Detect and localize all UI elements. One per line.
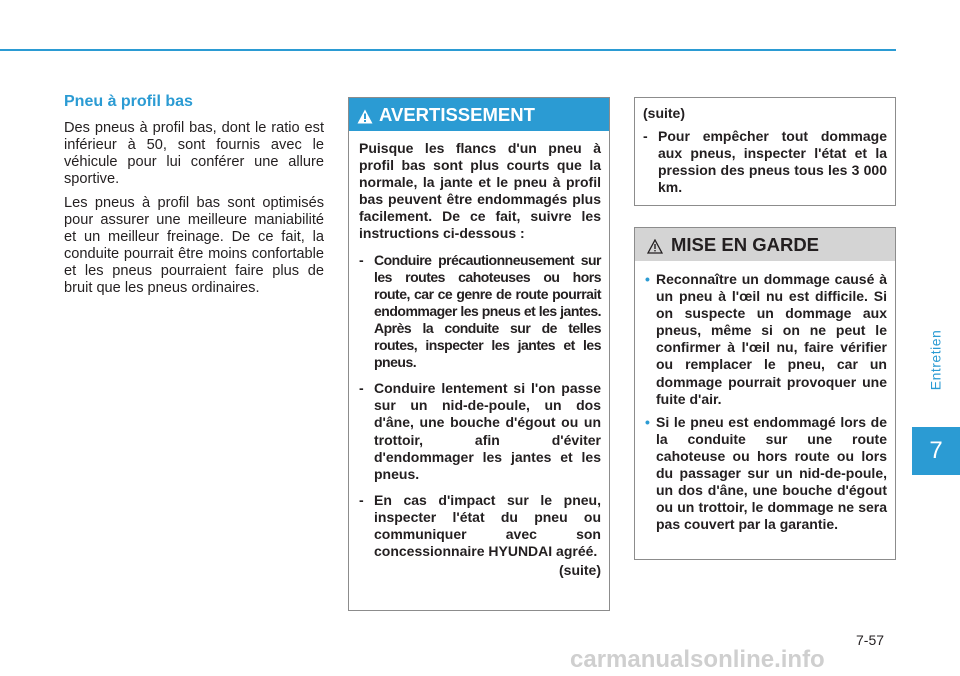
warning-header [349,98,609,131]
list-item [359,380,601,483]
bullet: • [645,271,650,287]
chapter-tab: 7 [912,427,960,475]
caution-title: MISE EN GARDE [671,233,820,255]
watermark: carmanualsonline.info [570,646,825,673]
caution-header [635,228,895,261]
bullet: • [645,413,650,430]
suite-label: (suite) [559,562,601,579]
warning-body [349,131,609,579]
continued-box [634,97,896,206]
warning-triangle-icon [357,107,373,122]
list-item [359,492,601,560]
warning-box [348,97,610,611]
caution-box [634,227,896,560]
chapter-side-label [915,300,955,420]
list-dash: - [359,491,364,508]
warning-title: AVERTISSEMENT [379,103,535,125]
page-number: 7-57 [856,632,885,648]
list-item [645,271,887,408]
section-title: Pneu à profil bas [64,93,193,110]
caution-body [635,261,895,533]
list-item-text: Conduire précautionneusement sur les routes cahoteuses ou hors route, car ce genre de route pourrait endommager les pneus et les jantes. Après la conduite sur de telles routes, inspecter les jantes et les pneus. [374,251,601,371]
chapter-label: Entretien [927,329,944,391]
caution-triangle-icon [647,237,663,252]
warning-intro: Puisque les flancs d'un pneu à profil bas sont plus courts que la normale, la jante et le pneu à profil bas peuvent être endommagés plus facilement. De ce fait, suivre les instructions ci-dessous : [359,140,601,242]
list-dash: - [643,128,648,145]
list-item-text: Pour empêcher tout dommage aux pneus, inspecter l'état et la pression des pneus tous les 3 000 km. [658,128,887,196]
list-item-text: Conduire lentement si l'on passe sur un nid-de-poule, un dos d'âne, une bouche d'égout ou un trottoir, afin d'éviter d'endommager les jantes et les pneus. [374,380,601,482]
list-dash: - [359,251,364,268]
list-item [359,252,601,372]
paragraph-2: Les pneus à profil bas sont optimisés pour assurer une meilleure maniabilité et un meilleur freinage. De ce fait, la conduite pourrait être moins confortable et les pneus pourraient faire plus de bruit que les pneus ordinaires. [64,195,324,296]
continued-heading: (suite) [643,105,685,121]
left-column [64,92,324,304]
paragraph-1: Des pneus à profil bas, dont le ratio est inférieur à 50, sont fournis avec le véhicule pour lui conférer une allure sportive. [64,120,324,187]
list-item-text: En cas d'impact sur le pneu, inspecter l'état du pneu ou communiquer avec son concessionnaire HYUNDAI agréé. [374,491,601,560]
list-item-text: Si le pneu est endommagé lors de la conduite sur une route cahoteuse ou hors route ou lors du passager sur un nid-de-poule, un dos d'âne, une bouche d'égout ou un trottoir, le dommage ne sera pas couvert par la garantie. [656,413,887,533]
list-item [645,414,887,534]
list-item [643,128,887,196]
top-rule [0,49,896,51]
list-item-text: Reconnaître un dommage causé à un pneu à l'œil nu est difficile. Si on suspecte un dommage aux pneus, même si on ne peut le confirmer à l'œil nu, faire vérifier ou remplacer le pneu, car un dommage pourrait provoquer une fuite d'air. [656,271,887,407]
list-dash: - [359,380,364,397]
